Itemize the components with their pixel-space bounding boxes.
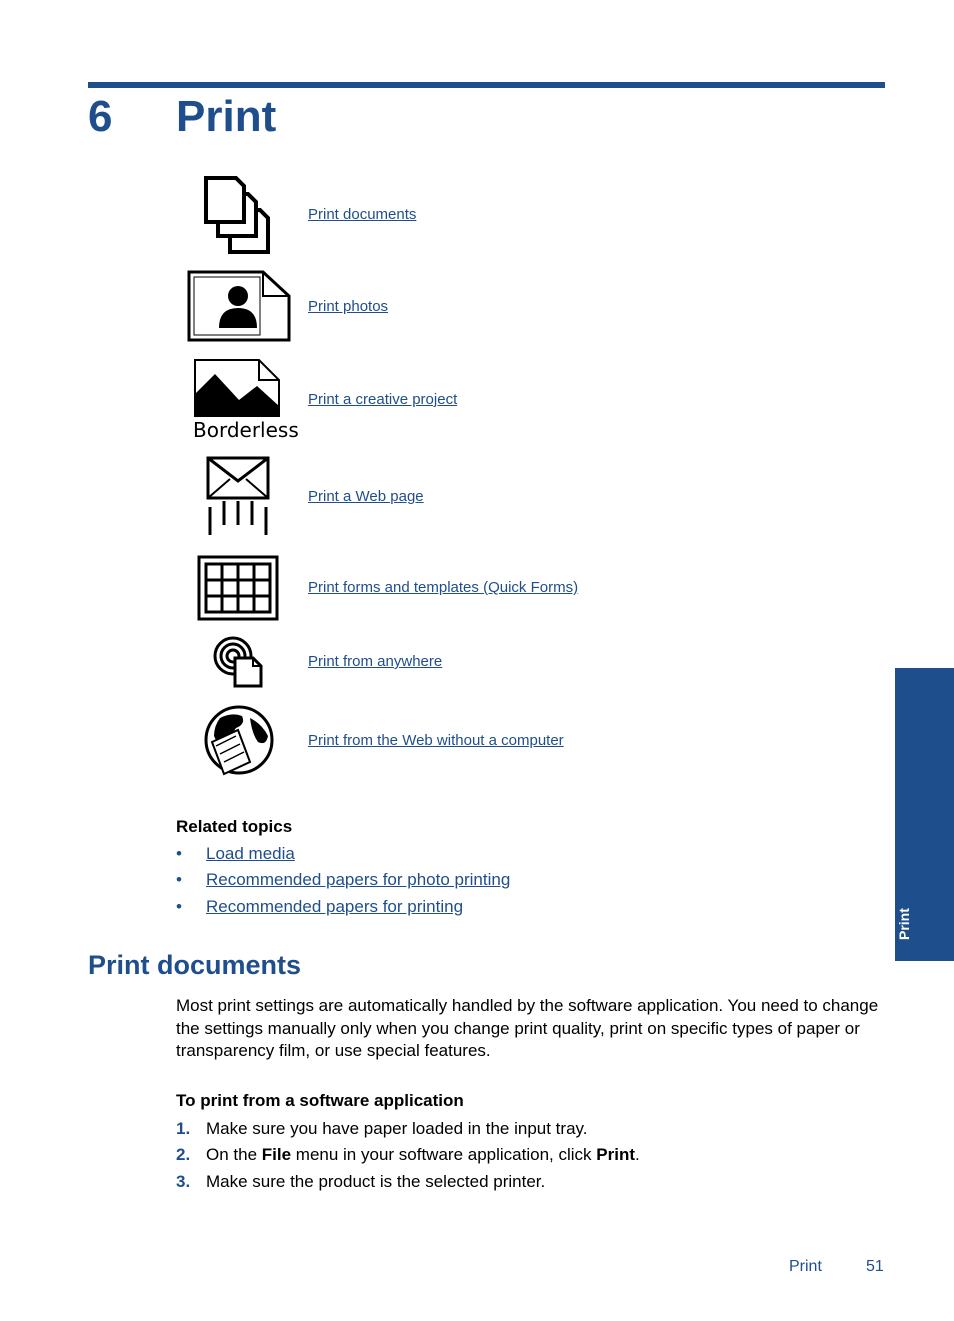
step-text-part: .	[635, 1145, 640, 1164]
photo-icon	[187, 270, 291, 342]
side-tab-label: Print	[896, 908, 912, 940]
link-load-media[interactable]: Load media	[206, 844, 295, 863]
documents-icon	[204, 176, 272, 254]
section-paragraph: Most print settings are automatically handled by the software application. You need to change the settings manually only when you change print quality, print on specific types of paper or transparency film, or use special features.	[176, 996, 879, 1060]
link-print-web-page[interactable]: Print a Web page	[308, 488, 424, 505]
step-text-part: menu in your software application, click	[291, 1145, 597, 1164]
step-number: 2.	[176, 1145, 191, 1164]
link-print-photos[interactable]: Print photos	[308, 298, 389, 315]
step-number: 1.	[176, 1119, 191, 1138]
link-print-quick-forms[interactable]: Print forms and templates (Quick Forms)	[308, 579, 579, 596]
section-title: Print documents	[88, 950, 302, 980]
step-text-part: Make sure the product is the selected printer.	[206, 1172, 546, 1191]
link-print-documents[interactable]: Print documents	[308, 206, 417, 223]
step-text	[206, 1172, 545, 1192]
step-text-part: Make sure you have paper loaded in the input tray.	[206, 1119, 588, 1138]
link-papers-printing[interactable]: Recommended papers for printing	[206, 897, 464, 916]
globe-icon	[202, 702, 276, 780]
quick-forms-icon	[197, 555, 279, 621]
step-number: 3.	[176, 1172, 191, 1191]
footer-page-number: 51	[866, 1258, 884, 1275]
bullet-marker: •	[176, 844, 182, 863]
chapter-rule	[88, 82, 885, 88]
link-print-from-web[interactable]: Print from the Web without a computer	[308, 732, 564, 749]
procedure-heading: To print from a software application	[176, 1091, 464, 1110]
chapter-title: Print	[176, 92, 277, 141]
step-text-part: On the	[206, 1145, 262, 1164]
step-text-bold-print: Print	[596, 1145, 635, 1164]
chapter-number: 6	[88, 92, 113, 141]
link-print-from-anywhere[interactable]: Print from anywhere	[308, 653, 443, 670]
eprint-icon	[213, 636, 265, 688]
step-text	[206, 1119, 587, 1139]
web-page-icon	[204, 455, 272, 539]
related-topics-heading: Related topics	[176, 817, 293, 836]
bullet-marker: •	[176, 897, 182, 916]
step-text	[206, 1145, 640, 1165]
footer-section: Print	[789, 1258, 822, 1275]
borderless-icon	[193, 358, 283, 420]
borderless-caption: Borderless	[193, 418, 299, 442]
step-text-bold-file: File	[261, 1145, 292, 1164]
link-papers-photo-printing[interactable]: Recommended papers for photo printing	[206, 870, 511, 889]
bullet-marker: •	[176, 870, 182, 889]
link-print-creative-project[interactable]: Print a creative project	[308, 391, 458, 408]
